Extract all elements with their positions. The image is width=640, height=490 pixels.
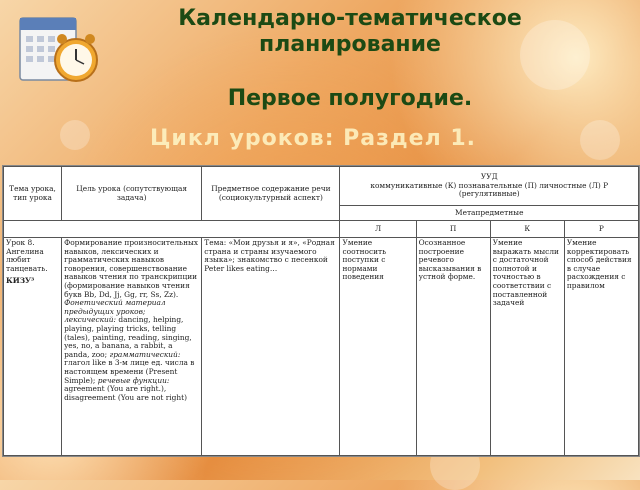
bokeh: [580, 120, 620, 160]
planning-table-image: [2, 165, 640, 457]
header-topic: Тема урока, тип урока: [4, 167, 62, 221]
cell-subject: Тема: «Мои друзья и я», «Родная страна и страны изучаемого языка»; знакомство с песенкой Peter likes eating…: [202, 238, 340, 456]
topic-line: Урок 8.: [6, 238, 35, 247]
header-uud-sub: коммуникативные (К) познавательные (П) личностные (Л) Р (регулятивные): [370, 180, 609, 199]
goal-lex-label: Фонетический материал предыдущих уроков; лексический:: [64, 298, 166, 325]
header-k: К: [490, 221, 564, 238]
goal-gram-text: глагол like в 3-м лице ед. числа в настоящем времени (Present Simple);: [64, 358, 195, 385]
header-r: Р: [564, 221, 638, 238]
topic-line: любит: [6, 255, 31, 265]
goal-speech-text: agreement (You are right.), disagreement (You are not right): [64, 384, 187, 402]
cell-l: Умение соотносить поступки с нормами поведения: [340, 238, 416, 456]
subtitle-lesson-cycle: Цикл уроков: Раздел 1.: [150, 126, 477, 151]
bokeh: [60, 120, 90, 150]
calendar-clock-icon: [18, 12, 102, 86]
goal-gram-label: грамматический:: [109, 349, 181, 359]
title-line-2: планирование: [259, 32, 441, 57]
cell-goal: [62, 238, 202, 456]
header-l: Л: [340, 221, 416, 238]
header-subject: Предметное содержание речи (социокультурный аспект): [202, 167, 340, 221]
header-p: П: [416, 221, 490, 238]
goal-lex-text: dancing, helping, playing, playing tricks, telling (tales), painting, reading, singing, yes, no, a banana, a rabbit, a panda, zoo;: [64, 315, 192, 359]
subtitle-half-year: Первое полугодие.: [227, 86, 473, 111]
cell-topic: [4, 238, 62, 456]
title-line-1: Календарно-тематическое: [178, 6, 522, 31]
header-meta: Метапредметные: [340, 206, 639, 221]
goal-text: Формирование произносительных навыков, лексических и грамматических навыков говорения, совершенствование навыков чтения по транскрипции (формирование навыков чтения букв Bb, Dd, Jj, Gg, rr, Ss, Zz).: [64, 238, 199, 299]
cell-r: Умение корректировать способ действия в случае расхождения с правилом: [564, 238, 638, 456]
header-goal: Цель урока (сопутствующая задача): [62, 167, 202, 221]
header-uud-title: УУД: [480, 172, 498, 182]
cell-k: Умение выражать мысли с достаточной полнотой и точностью в соответствии с поставленной задачей: [490, 238, 564, 456]
cell-p: Осознанное построение речевого высказывания в устной форме.: [416, 238, 490, 456]
planning-table: [3, 166, 639, 456]
header-uud: [340, 167, 639, 206]
topic-line: танцевать.: [6, 263, 48, 273]
page-title: [120, 6, 580, 58]
topic-code: КИЗУ³: [6, 276, 35, 286]
goal-speech-label: речевые функции:: [97, 375, 170, 385]
topic-line: Ангелина: [6, 246, 44, 256]
header-spacer: [4, 221, 340, 238]
